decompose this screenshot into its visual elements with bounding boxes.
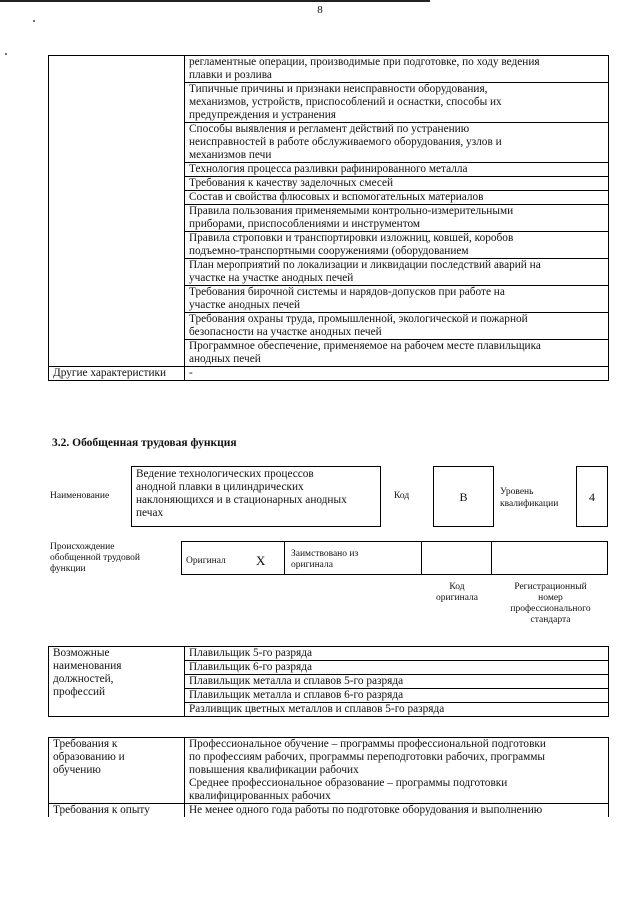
origin-label: Происхождение обобщенной трудовой функции — [50, 542, 140, 574]
origin-borrowed-label: Заимствовано из оригинала — [291, 549, 359, 570]
knowledge-row-label — [49, 56, 185, 83]
position-item: Плавильщик 5-го разряда — [185, 647, 609, 661]
knowledge-row-label — [49, 205, 185, 232]
knowledge-row-text: Требования к качеству заделочных смесей — [185, 177, 609, 191]
knowledge-row — [49, 205, 609, 232]
knowledge-row — [49, 163, 609, 177]
origin-box — [181, 541, 608, 575]
knowledge-row — [49, 313, 609, 340]
scan-dot — [33, 20, 35, 22]
knowledge-row-label — [49, 191, 185, 205]
origin-divider — [421, 541, 422, 575]
page-number: 8 — [317, 4, 323, 16]
origin-divider — [491, 541, 492, 575]
knowledge-row-text: Требования бирочной системы и нарядов-допусков при работе на участке анодных печей — [185, 286, 609, 313]
positions-table — [48, 646, 609, 717]
knowledge-row-text: Требования охраны труда, промышленной, экологической и пожарной безопасности на участке анодных печей — [185, 313, 609, 340]
knowledge-row-label — [49, 340, 185, 367]
gtf-name-value: Ведение технологических процессов анодной плавки в цилиндрических наклоняющихся и в стационарных анодных печах — [131, 466, 381, 527]
gtf-code-value: B — [433, 466, 494, 527]
knowledge-table — [48, 55, 609, 381]
knowledge-row-label — [49, 259, 185, 286]
gtf-code-label: Код — [394, 491, 410, 501]
gtf-name-label: Наименование — [50, 491, 110, 501]
position-item: Плавильщик металла и сплавов 5-го разряда — [185, 675, 609, 689]
knowledge-row — [49, 56, 609, 83]
position-row — [49, 647, 609, 661]
knowledge-row-label — [49, 163, 185, 177]
knowledge-row-text: Способы выявления и регламент действий по устранению неисправностей в работе обслуживаемого оборудования, узлов и механизмов печи — [185, 123, 609, 163]
experience-label: Требования к опыту — [49, 804, 185, 818]
knowledge-row — [49, 123, 609, 163]
caption-original-code: Код оригинала — [436, 582, 478, 603]
knowledge-row — [49, 367, 609, 381]
origin-original-label: Оригинал — [186, 556, 226, 566]
section-title: 3.2. Обобщенная трудовая функция — [52, 437, 237, 449]
education-label: Требования к образованию и обучению — [49, 738, 185, 804]
knowledge-row-text: План мероприятий по локализации и ликвидации последствий аварий на участке на участке анодных печей — [185, 259, 609, 286]
education-value: Профессиональное обучение – программы профессиональной подготовки по профессиям рабочих, программы переподготовки рабочих, программы повышения квалификации рабочих Среднее профессиональное образование – программы подготовки квалифицированных рабочих — [185, 738, 609, 804]
experience-value: Не менее одного года работы по подготовке оборудования и выполнению — [185, 804, 609, 818]
knowledge-row — [49, 286, 609, 313]
knowledge-row-text: Технология процесса разливки рафинированного металла — [185, 163, 609, 177]
knowledge-row-text: регламентные операции, производимые при подготовке, по ходу ведения плавки и розлива — [185, 56, 609, 83]
knowledge-row — [49, 259, 609, 286]
scan-dot — [5, 53, 7, 55]
knowledge-row — [49, 191, 609, 205]
position-item: Разливщик цветных металлов и сплавов 5-го разряда — [185, 703, 609, 717]
knowledge-row — [49, 232, 609, 259]
origin-original-mark: X — [256, 553, 266, 568]
education-row — [49, 738, 609, 804]
knowledge-row-label — [49, 123, 185, 163]
knowledge-row-text: Программное обеспечение, применяемое на рабочем месте плавильщика анодных печей — [185, 340, 609, 367]
position-item: Плавильщик металла и сплавов 6-го разряда — [185, 689, 609, 703]
positions-label: Возможные наименования должностей, профессий — [49, 647, 185, 717]
knowledge-row — [49, 83, 609, 123]
knowledge-row — [49, 177, 609, 191]
knowledge-row-label — [49, 313, 185, 340]
origin-divider — [284, 541, 285, 575]
scan-top-line — [0, 0, 430, 2]
knowledge-row-label — [49, 83, 185, 123]
gtf-level-value: 4 — [576, 466, 608, 527]
knowledge-row-text: - — [185, 367, 609, 381]
education-table — [48, 737, 609, 817]
knowledge-row-label — [49, 286, 185, 313]
knowledge-row-text: Типичные причины и признаки неисправности оборудования, механизмов, устройств, приспособлений и оснастки, способы их предупреждения и устранения — [185, 83, 609, 123]
knowledge-row-label: Другие характеристики — [49, 367, 185, 381]
knowledge-row-text: Правила строповки и транспортировки изложниц, ковшей, коробов подъемно-транспортными сооружениями (оборудованием — [185, 232, 609, 259]
caption-registration-number: Регистрационный номер профессионального стандарта — [510, 582, 591, 625]
knowledge-row — [49, 340, 609, 367]
knowledge-row-label — [49, 232, 185, 259]
knowledge-row-text: Правила пользования применяемыми контрольно-измерительными приборами, приспособлениями и инструментом — [185, 205, 609, 232]
position-item: Плавильщик 6-го разряда — [185, 661, 609, 675]
knowledge-row-label — [49, 177, 185, 191]
knowledge-row-text: Состав и свойства флюсовых и вспомогательных материалов — [185, 191, 609, 205]
gtf-level-label: Уровень квалификации — [500, 487, 559, 509]
experience-row — [49, 804, 609, 818]
